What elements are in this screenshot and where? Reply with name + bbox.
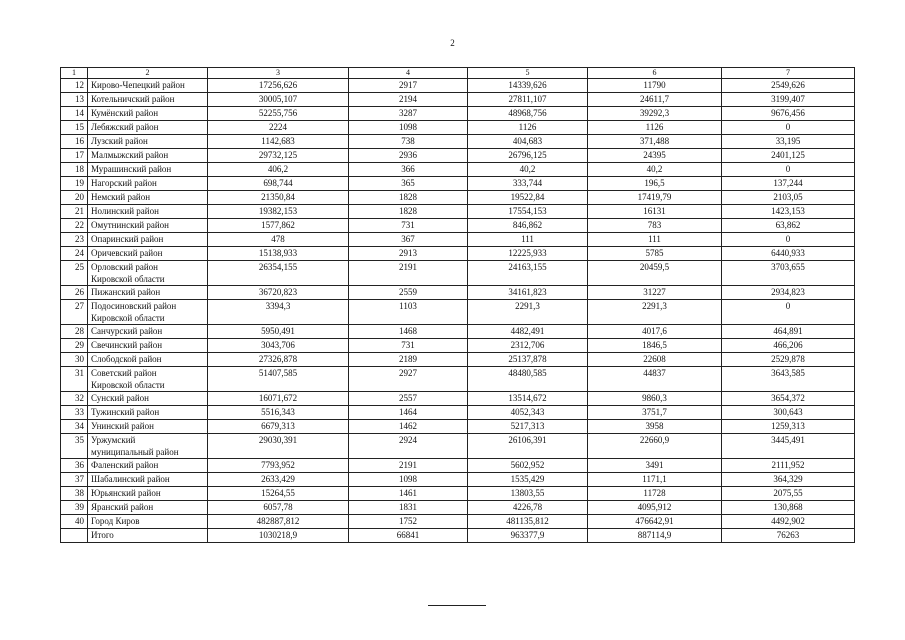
district-name: Котельничский район bbox=[88, 93, 208, 107]
value-col-6: 22660,9 bbox=[588, 434, 722, 459]
value-col-7: 0 bbox=[722, 121, 855, 135]
value-col-5: 48968,756 bbox=[468, 107, 588, 121]
value-col-3: 478 bbox=[208, 233, 349, 247]
district-name: Немский район bbox=[88, 191, 208, 205]
value-col-5: 4226,78 bbox=[468, 501, 588, 515]
value-col-3: 15138,933 bbox=[208, 247, 349, 261]
row-number bbox=[61, 529, 88, 543]
row-number: 17 bbox=[61, 149, 88, 163]
district-name: Город Киров bbox=[88, 515, 208, 529]
value-col-5: 4052,343 bbox=[468, 406, 588, 420]
value-col-3: 15264,55 bbox=[208, 487, 349, 501]
value-col-7: 2111,952 bbox=[722, 459, 855, 473]
value-col-4: 3287 bbox=[349, 107, 468, 121]
value-col-4: 2927 bbox=[349, 367, 468, 392]
value-col-5: 1535,429 bbox=[468, 473, 588, 487]
value-col-5: 14339,626 bbox=[468, 79, 588, 93]
district-name: Кирово-Чепецкий район bbox=[88, 79, 208, 93]
district-name: Малмыжский район bbox=[88, 149, 208, 163]
table-row bbox=[61, 205, 855, 219]
row-number: 27 bbox=[61, 300, 88, 325]
value-col-3: 1030218,9 bbox=[208, 529, 349, 543]
district-name: Санчурский район bbox=[88, 325, 208, 339]
value-col-6: 2291,3 bbox=[588, 300, 722, 325]
value-col-7: 137,244 bbox=[722, 177, 855, 191]
value-col-5: 846,862 bbox=[468, 219, 588, 233]
district-name: Омутнинский район bbox=[88, 219, 208, 233]
row-number: 35 bbox=[61, 434, 88, 459]
value-col-5: 40,2 bbox=[468, 163, 588, 177]
row-number: 40 bbox=[61, 515, 88, 529]
value-col-5: 48480,585 bbox=[468, 367, 588, 392]
district-name: Нолинский район bbox=[88, 205, 208, 219]
table-row bbox=[61, 434, 855, 459]
value-col-6: 3958 bbox=[588, 420, 722, 434]
value-col-3: 7793,952 bbox=[208, 459, 349, 473]
value-col-6: 24611,7 bbox=[588, 93, 722, 107]
value-col-5: 12225,933 bbox=[468, 247, 588, 261]
value-col-5: 24163,155 bbox=[468, 261, 588, 286]
row-number: 39 bbox=[61, 501, 88, 515]
value-col-7: 76263 bbox=[722, 529, 855, 543]
value-col-7: 2529,878 bbox=[722, 353, 855, 367]
value-col-3: 482887,812 bbox=[208, 515, 349, 529]
value-col-3: 36720,823 bbox=[208, 286, 349, 300]
table-row bbox=[61, 233, 855, 247]
value-col-7: 0 bbox=[722, 300, 855, 325]
value-col-3: 29030,391 bbox=[208, 434, 349, 459]
value-col-4: 1828 bbox=[349, 205, 468, 219]
district-name: Лебяжский район bbox=[88, 121, 208, 135]
value-col-3: 52255,756 bbox=[208, 107, 349, 121]
row-number: 38 bbox=[61, 487, 88, 501]
value-col-7: 4492,902 bbox=[722, 515, 855, 529]
value-col-4: 365 bbox=[349, 177, 468, 191]
district-name: Унинский район bbox=[88, 420, 208, 434]
value-col-3: 6057,78 bbox=[208, 501, 349, 515]
value-col-6: 4095,912 bbox=[588, 501, 722, 515]
column-header: 6 bbox=[588, 68, 722, 79]
district-name: Орловский район Кировской области bbox=[88, 261, 208, 286]
row-number: 14 bbox=[61, 107, 88, 121]
value-col-7: 0 bbox=[722, 163, 855, 177]
value-col-7: 2401,125 bbox=[722, 149, 855, 163]
value-col-7: 2934,823 bbox=[722, 286, 855, 300]
value-col-7: 3703,655 bbox=[722, 261, 855, 286]
value-col-4: 2191 bbox=[349, 459, 468, 473]
table-row bbox=[61, 79, 855, 93]
district-name: Мурашинский район bbox=[88, 163, 208, 177]
value-col-5: 2291,3 bbox=[468, 300, 588, 325]
value-col-5: 13514,672 bbox=[468, 392, 588, 406]
value-col-5: 5602,952 bbox=[468, 459, 588, 473]
column-header: 7 bbox=[722, 68, 855, 79]
value-col-5: 4482,491 bbox=[468, 325, 588, 339]
value-col-3: 6679,313 bbox=[208, 420, 349, 434]
value-col-3: 5516,343 bbox=[208, 406, 349, 420]
district-name: Уржумский муниципальный район bbox=[88, 434, 208, 459]
value-col-6: 20459,5 bbox=[588, 261, 722, 286]
value-col-6: 3491 bbox=[588, 459, 722, 473]
value-col-5: 2312,706 bbox=[468, 339, 588, 353]
value-col-3: 30005,107 bbox=[208, 93, 349, 107]
value-col-4: 66841 bbox=[349, 529, 468, 543]
table-row bbox=[61, 339, 855, 353]
value-col-4: 1098 bbox=[349, 473, 468, 487]
value-col-3: 51407,585 bbox=[208, 367, 349, 392]
value-col-3: 17256,626 bbox=[208, 79, 349, 93]
table-row bbox=[61, 149, 855, 163]
value-col-7: 3445,491 bbox=[722, 434, 855, 459]
value-col-7: 1423,153 bbox=[722, 205, 855, 219]
row-number: 25 bbox=[61, 261, 88, 286]
row-number: 22 bbox=[61, 219, 88, 233]
value-col-6: 11728 bbox=[588, 487, 722, 501]
value-col-5: 13803,55 bbox=[468, 487, 588, 501]
value-col-7: 1259,313 bbox=[722, 420, 855, 434]
row-number: 21 bbox=[61, 205, 88, 219]
district-name: Опаринский район bbox=[88, 233, 208, 247]
value-col-5: 481135,812 bbox=[468, 515, 588, 529]
value-col-6: 887114,9 bbox=[588, 529, 722, 543]
value-col-4: 731 bbox=[349, 219, 468, 233]
value-col-7: 3199,407 bbox=[722, 93, 855, 107]
value-col-6: 17419,79 bbox=[588, 191, 722, 205]
value-col-5: 111 bbox=[468, 233, 588, 247]
value-col-5: 404,683 bbox=[468, 135, 588, 149]
district-name: Свечинский район bbox=[88, 339, 208, 353]
value-col-5: 5217,313 bbox=[468, 420, 588, 434]
table-row bbox=[61, 286, 855, 300]
value-col-4: 1752 bbox=[349, 515, 468, 529]
value-col-4: 2913 bbox=[349, 247, 468, 261]
table-row bbox=[61, 300, 855, 325]
value-col-6: 196,5 bbox=[588, 177, 722, 191]
value-col-6: 9860,3 bbox=[588, 392, 722, 406]
value-col-3: 29732,125 bbox=[208, 149, 349, 163]
value-col-3: 21350,84 bbox=[208, 191, 349, 205]
table-row bbox=[61, 163, 855, 177]
value-col-6: 1126 bbox=[588, 121, 722, 135]
value-col-3: 1142,683 bbox=[208, 135, 349, 149]
table-row bbox=[61, 247, 855, 261]
value-col-6: 40,2 bbox=[588, 163, 722, 177]
row-number: 16 bbox=[61, 135, 88, 149]
district-name: Сунский район bbox=[88, 392, 208, 406]
district-name: Фаленский район bbox=[88, 459, 208, 473]
value-col-7: 2549,626 bbox=[722, 79, 855, 93]
table-row bbox=[61, 487, 855, 501]
value-col-4: 2917 bbox=[349, 79, 468, 93]
district-name: Нагорский район bbox=[88, 177, 208, 191]
value-col-5: 17554,153 bbox=[468, 205, 588, 219]
table-row bbox=[61, 135, 855, 149]
value-col-6: 783 bbox=[588, 219, 722, 233]
header-row bbox=[61, 68, 855, 79]
value-col-7: 130,868 bbox=[722, 501, 855, 515]
table-row bbox=[61, 420, 855, 434]
value-col-7: 3654,372 bbox=[722, 392, 855, 406]
table-row bbox=[61, 367, 855, 392]
district-name: Пижанский район bbox=[88, 286, 208, 300]
table-row bbox=[61, 406, 855, 420]
district-name: Тужинский район bbox=[88, 406, 208, 420]
value-col-5: 19522,84 bbox=[468, 191, 588, 205]
value-col-5: 27811,107 bbox=[468, 93, 588, 107]
value-col-3: 16071,672 bbox=[208, 392, 349, 406]
value-col-6: 24395 bbox=[588, 149, 722, 163]
table-row bbox=[61, 177, 855, 191]
value-col-6: 1171,1 bbox=[588, 473, 722, 487]
district-name: Итого bbox=[88, 529, 208, 543]
row-number: 18 bbox=[61, 163, 88, 177]
value-col-5: 963377,9 bbox=[468, 529, 588, 543]
row-number: 32 bbox=[61, 392, 88, 406]
row-number: 34 bbox=[61, 420, 88, 434]
district-name: Лузский район bbox=[88, 135, 208, 149]
value-col-5: 26796,125 bbox=[468, 149, 588, 163]
district-name: Юрьянский район bbox=[88, 487, 208, 501]
value-col-6: 16131 bbox=[588, 205, 722, 219]
value-col-7: 2103,05 bbox=[722, 191, 855, 205]
table-row bbox=[61, 392, 855, 406]
value-col-4: 1464 bbox=[349, 406, 468, 420]
value-col-4: 1103 bbox=[349, 300, 468, 325]
column-header: 3 bbox=[208, 68, 349, 79]
row-number: 33 bbox=[61, 406, 88, 420]
row-number: 31 bbox=[61, 367, 88, 392]
value-col-4: 1098 bbox=[349, 121, 468, 135]
table-row bbox=[61, 473, 855, 487]
value-col-4: 1462 bbox=[349, 420, 468, 434]
value-col-5: 34161,823 bbox=[468, 286, 588, 300]
value-col-5: 1126 bbox=[468, 121, 588, 135]
value-col-6: 44837 bbox=[588, 367, 722, 392]
value-col-7: 6440,933 bbox=[722, 247, 855, 261]
table-row bbox=[61, 191, 855, 205]
value-col-4: 2557 bbox=[349, 392, 468, 406]
value-col-6: 4017,6 bbox=[588, 325, 722, 339]
row-number: 19 bbox=[61, 177, 88, 191]
value-col-3: 5950,491 bbox=[208, 325, 349, 339]
column-header: 1 bbox=[61, 68, 88, 79]
district-name: Кумёнский район bbox=[88, 107, 208, 121]
row-number: 24 bbox=[61, 247, 88, 261]
value-col-6: 5785 bbox=[588, 247, 722, 261]
value-col-3: 3043,706 bbox=[208, 339, 349, 353]
footer-rule bbox=[428, 605, 486, 606]
table-row bbox=[61, 353, 855, 367]
table-row bbox=[61, 501, 855, 515]
value-col-5: 25137,878 bbox=[468, 353, 588, 367]
row-number: 29 bbox=[61, 339, 88, 353]
value-col-4: 738 bbox=[349, 135, 468, 149]
report-table bbox=[60, 67, 855, 543]
district-name: Советский район Кировской области bbox=[88, 367, 208, 392]
row-number: 20 bbox=[61, 191, 88, 205]
district-name: Шабалинский район bbox=[88, 473, 208, 487]
row-number: 23 bbox=[61, 233, 88, 247]
value-col-7: 0 bbox=[722, 233, 855, 247]
value-col-6: 31227 bbox=[588, 286, 722, 300]
value-col-4: 366 bbox=[349, 163, 468, 177]
value-col-7: 2075,55 bbox=[722, 487, 855, 501]
row-number: 28 bbox=[61, 325, 88, 339]
value-col-7: 9676,456 bbox=[722, 107, 855, 121]
page-number: 2 bbox=[450, 38, 455, 48]
value-col-4: 2924 bbox=[349, 434, 468, 459]
table-row bbox=[61, 515, 855, 529]
value-col-3: 2224 bbox=[208, 121, 349, 135]
total-row bbox=[61, 529, 855, 543]
value-col-7: 464,891 bbox=[722, 325, 855, 339]
value-col-6: 111 bbox=[588, 233, 722, 247]
value-col-5: 333,744 bbox=[468, 177, 588, 191]
district-name: Слободской район bbox=[88, 353, 208, 367]
table-row bbox=[61, 325, 855, 339]
table-row bbox=[61, 459, 855, 473]
value-col-6: 1846,5 bbox=[588, 339, 722, 353]
value-col-6: 39292,3 bbox=[588, 107, 722, 121]
column-header: 5 bbox=[468, 68, 588, 79]
value-col-7: 364,329 bbox=[722, 473, 855, 487]
value-col-4: 1468 bbox=[349, 325, 468, 339]
value-col-4: 1831 bbox=[349, 501, 468, 515]
table-row bbox=[61, 121, 855, 135]
value-col-4: 367 bbox=[349, 233, 468, 247]
value-col-6: 371,488 bbox=[588, 135, 722, 149]
value-col-7: 466,206 bbox=[722, 339, 855, 353]
value-col-3: 19382,153 bbox=[208, 205, 349, 219]
value-col-3: 3394,3 bbox=[208, 300, 349, 325]
district-name: Подосиновский район Кировской области bbox=[88, 300, 208, 325]
value-col-3: 2633,429 bbox=[208, 473, 349, 487]
column-header: 4 bbox=[349, 68, 468, 79]
value-col-4: 1828 bbox=[349, 191, 468, 205]
value-col-4: 2936 bbox=[349, 149, 468, 163]
value-col-6: 3751,7 bbox=[588, 406, 722, 420]
value-col-3: 1577,862 bbox=[208, 219, 349, 233]
district-name: Оричевский район bbox=[88, 247, 208, 261]
row-number: 37 bbox=[61, 473, 88, 487]
value-col-3: 27326,878 bbox=[208, 353, 349, 367]
table-row bbox=[61, 219, 855, 233]
row-number: 36 bbox=[61, 459, 88, 473]
row-number: 15 bbox=[61, 121, 88, 135]
value-col-4: 731 bbox=[349, 339, 468, 353]
value-col-6: 476642,91 bbox=[588, 515, 722, 529]
row-number: 12 bbox=[61, 79, 88, 93]
value-col-3: 26354,155 bbox=[208, 261, 349, 286]
value-col-4: 2194 bbox=[349, 93, 468, 107]
value-col-7: 63,862 bbox=[722, 219, 855, 233]
value-col-3: 406,2 bbox=[208, 163, 349, 177]
row-number: 26 bbox=[61, 286, 88, 300]
value-col-5: 26106,391 bbox=[468, 434, 588, 459]
row-number: 13 bbox=[61, 93, 88, 107]
value-col-4: 2559 bbox=[349, 286, 468, 300]
value-col-3: 698,744 bbox=[208, 177, 349, 191]
value-col-4: 1461 bbox=[349, 487, 468, 501]
table-row bbox=[61, 261, 855, 286]
value-col-4: 2191 bbox=[349, 261, 468, 286]
value-col-7: 33,195 bbox=[722, 135, 855, 149]
value-col-4: 2189 bbox=[349, 353, 468, 367]
value-col-7: 300,643 bbox=[722, 406, 855, 420]
value-col-7: 3643,585 bbox=[722, 367, 855, 392]
value-col-6: 22608 bbox=[588, 353, 722, 367]
district-name: Яранский район bbox=[88, 501, 208, 515]
table-row bbox=[61, 93, 855, 107]
value-col-6: 11790 bbox=[588, 79, 722, 93]
column-header: 2 bbox=[88, 68, 208, 79]
row-number: 30 bbox=[61, 353, 88, 367]
table-row bbox=[61, 107, 855, 121]
